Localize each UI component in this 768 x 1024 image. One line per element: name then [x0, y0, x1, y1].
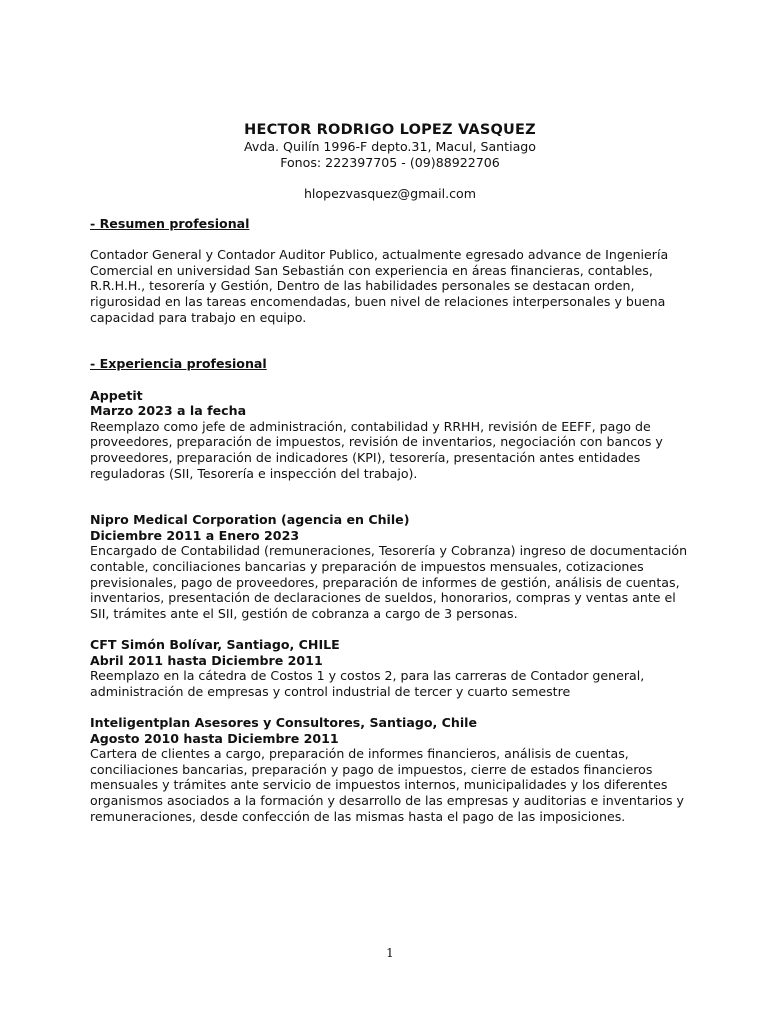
job-dates: Diciembre 2011 a Enero 2023	[90, 527, 300, 543]
job-line: mensuales y trámites ante servicio de impuestos internos, municipalidades y los diferentes	[90, 777, 668, 793]
job-line: inventarios, presentación de declaraciones de sueldos, honorarios, compras y ventas ante el	[90, 590, 676, 606]
summary-heading: - Resumen profesional	[90, 216, 250, 231]
job-line: Reemplazo en la cátedra de Costos 1 y costos 2, para las carreras de Contador general,	[90, 668, 645, 684]
candidate-name: HECTOR RODRIGO LOPEZ VASQUEZ	[244, 122, 536, 138]
job-entry	[90, 388, 690, 482]
summary-line: Comercial en universidad San Sebastián con experiencia en áreas financieras, contables,	[90, 262, 653, 278]
job-line: remuneraciones, desde confección de las mismas hasta el pago de las imposiciones.	[90, 808, 626, 824]
summary-line: R.R.H.H., tesorería y Gestión, Dentro de las habilidades personales se destacan orden,	[90, 278, 635, 294]
summary-line: Contador General y Contador Auditor Publico, actualmente egresado advance de Ingeniería	[90, 247, 669, 263]
resume-header	[0, 121, 768, 201]
experience-heading: - Experiencia profesional	[90, 356, 267, 372]
job-line: Cartera de clientes a cargo, preparación de informes financieros, análisis de cuentas,	[90, 746, 629, 762]
job-company: Appetit	[90, 387, 143, 403]
job-line: proveedores, preparación de impuestos, revisión de inventarios, negociación con bancos y	[90, 434, 663, 450]
job-line: contable, conciliaciones bancarias y preparación de impuestos mensuales, cotizaciones	[90, 559, 644, 575]
job-entry	[90, 715, 690, 824]
job-line: organismos asociados a la formación y desarrollo de las empresas y auditorias e inventarios y	[90, 792, 684, 808]
summary-line: rigurosidad en las tareas encomendadas, buen nivel de relaciones interpersonales y buena	[90, 293, 666, 309]
summary-line: capacidad para trabajo en equipo.	[90, 309, 307, 325]
job-dates: Abril 2011 hasta Diciembre 2011	[90, 652, 323, 668]
address: Avda. Quilín 1996-F depto.31, Macul, Santiago	[244, 139, 536, 154]
job-line: reguladoras (SII, Tesorería e inspección del trabajo).	[90, 465, 418, 481]
job-line: conciliaciones bancarias, preparación y pago de impuestos, cierre de estados financieros	[90, 761, 653, 777]
phone-numbers: Fonos: 222397705 - (09)88922706	[280, 154, 500, 170]
resume-body	[90, 216, 690, 824]
job-company: CFT Simón Bolívar, Santiago, CHILE	[90, 637, 340, 653]
email-address: hlopezvasquez@gmail.com	[303, 185, 477, 201]
job-dates: Marzo 2023 a la fecha	[90, 403, 247, 419]
job-line: SII, trámites ante el SII, gestión de cobranza a cargo de 3 personas.	[90, 605, 518, 621]
job-entry	[90, 512, 690, 621]
job-line: previsionales, pago de proveedores, preparación de informes de gestión, análisis de cuentas,	[90, 574, 680, 590]
job-company: Inteligentplan Asesores y Consultores, Santiago, Chile	[90, 715, 478, 730]
job-line: proveedores, preparación de indicadores (KPI), tesorería, presentación antes entidades	[90, 449, 641, 465]
summary-text	[90, 247, 690, 325]
job-line: administración de empresas y control industrial de tercer y cuarto semestre	[90, 683, 571, 699]
job-company: Nipro Medical Corporation (agencia en Chile)	[90, 512, 410, 528]
job-line: Reemplazo como jefe de administración, contabilidad y RRHH, revisión de EEFF, pago de	[90, 418, 651, 434]
job-entry	[90, 637, 690, 699]
page-number: 1	[386, 946, 394, 960]
job-dates: Agosto 2010 hasta Diciembre 2011	[90, 730, 339, 746]
job-line: Encargado de Contabilidad (remuneraciones, Tesorería y Cobranza) ingreso de documentación	[90, 543, 688, 559]
